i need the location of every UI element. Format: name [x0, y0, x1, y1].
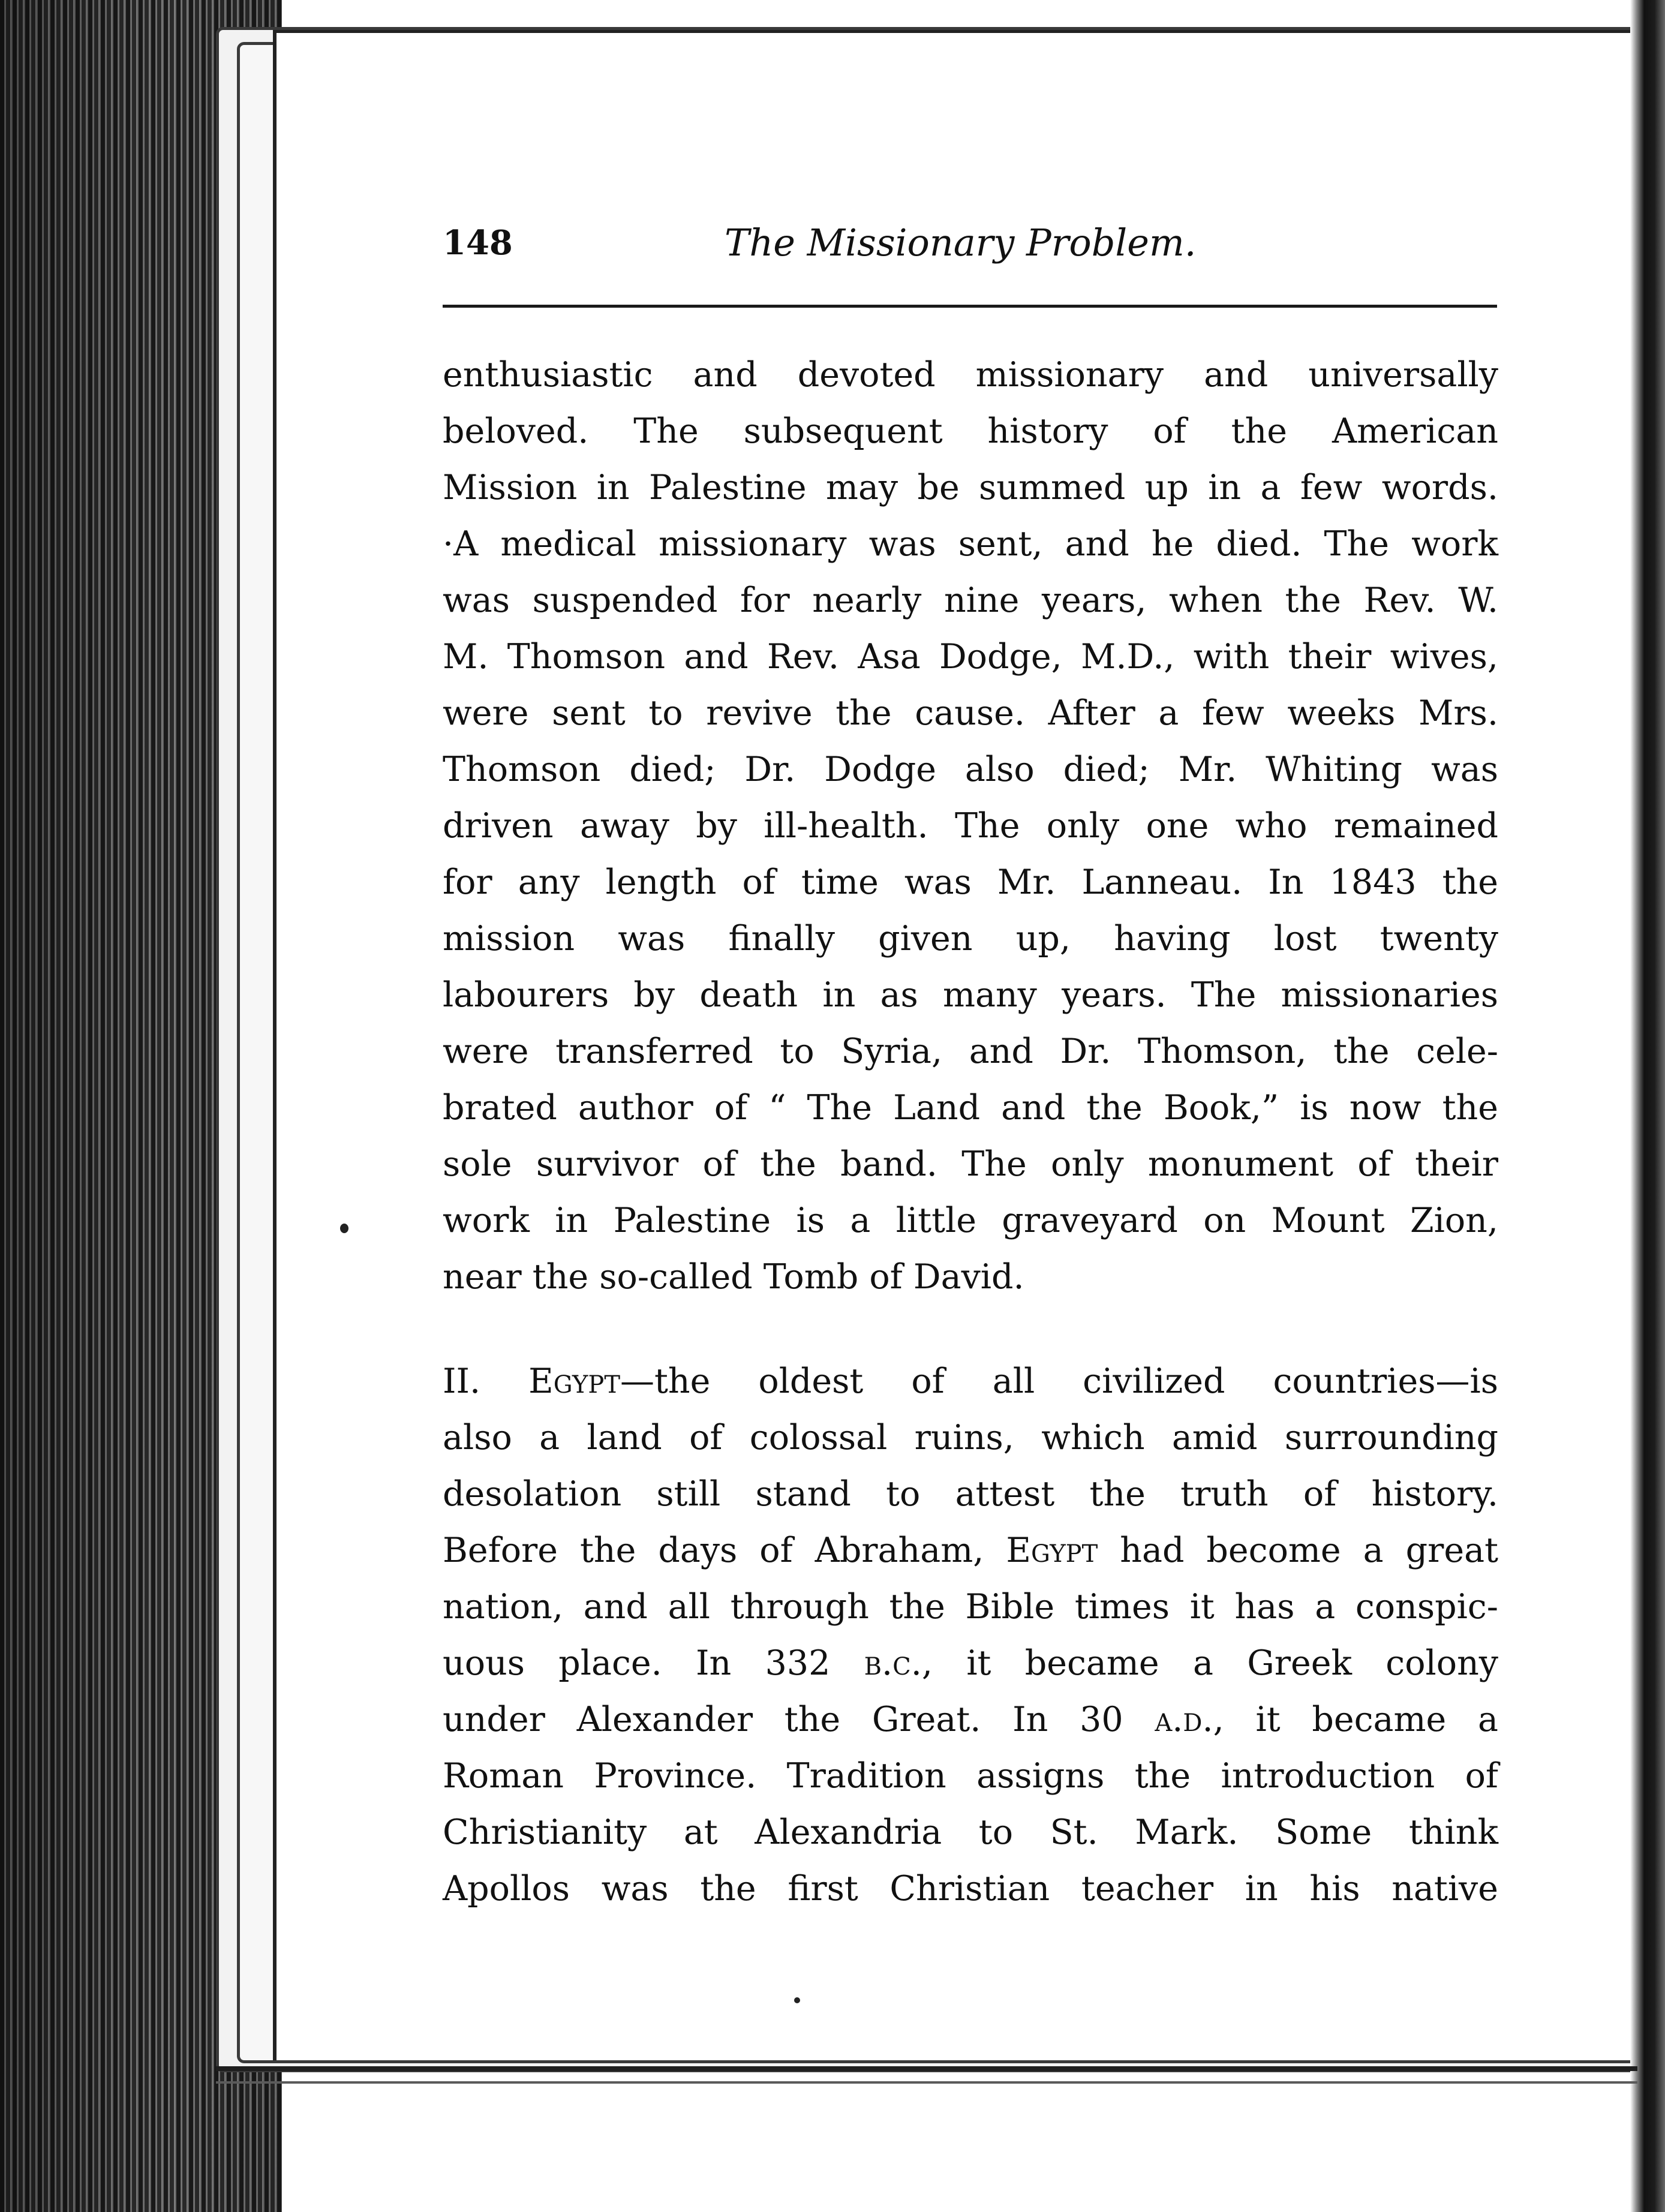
text-line: ·A medical missionary was sent, and he died. The work	[443, 524, 1498, 564]
text-line: beloved. The subsequent history of the American	[443, 411, 1498, 451]
text-line: mission was finally given up, having lost twenty	[443, 919, 1498, 958]
scan-speck	[794, 1997, 800, 2003]
text-line: brated author of “ The Land and the Book,” is now the	[443, 1088, 1498, 1128]
text-line: desolation still stand to attest the truth of history.	[443, 1474, 1498, 1514]
page-number: 148	[443, 223, 513, 263]
text-line: also a land of colossal ruins, which amid surrounding	[443, 1418, 1498, 1457]
text-line: Apollos was the first Christian teacher in his native	[443, 1869, 1498, 1909]
text-line: uous place. In 332 b.c., it became a Greek colony	[443, 1643, 1498, 1683]
text-line: under Alexander the Great. In 30 a.d., it became a	[443, 1700, 1498, 1739]
text-line: was suspended for nearly nine years, when the Rev. W.	[443, 581, 1498, 620]
running-title: The Missionary Problem.	[725, 221, 1197, 265]
body-text	[443, 347, 1498, 1917]
right-page-edge	[1630, 0, 1665, 2212]
text-line: were sent to revive the cause. After a few weeks Mrs.	[443, 693, 1498, 733]
text-line: Thomson died; Dr. Dodge also died; Mr. Whiting was	[443, 750, 1498, 789]
text-line: M. Thomson and Rev. Asa Dodge, M.D., with their wives,	[443, 637, 1498, 677]
text-line: for any length of time was Mr. Lanneau. In 1843 the	[443, 862, 1498, 902]
text-line: Before the days of Abraham, Egypt had become a great	[443, 1531, 1498, 1570]
text-line: nation, and all through the Bible times it has a conspic-	[443, 1587, 1498, 1627]
text-line: near the so-called Tomb of David.	[443, 1257, 1024, 1297]
text-line: enthusiastic and devoted missionary and universally	[443, 355, 1498, 395]
text-line: labourers by death in as many years. The missionaries	[443, 975, 1498, 1015]
text-line: II. Egypt—the oldest of all civilized countries—is	[443, 1362, 1498, 1401]
text-line: Mission in Palestine may be summed up in a few words.	[443, 468, 1498, 507]
text-line: Christianity at Alexandria to St. Mark. Some think	[443, 1813, 1498, 1852]
page-header	[443, 216, 1498, 270]
paragraph	[443, 347, 1498, 1305]
text-line: sole survivor of the band. The only monument of their	[443, 1144, 1498, 1184]
text-line: driven away by ill-health. The only one who remained	[443, 806, 1498, 846]
text-line: Roman Province. Tradition assigns the introduction of	[443, 1756, 1498, 1796]
scan-speck	[340, 1224, 348, 1233]
header-rule	[443, 305, 1497, 308]
paragraph	[443, 1353, 1498, 1917]
text-line: were transferred to Syria, and Dr. Thomson, the cele-	[443, 1032, 1498, 1071]
text-line: work in Palestine is a little graveyard on Mount Zion,	[443, 1201, 1498, 1240]
